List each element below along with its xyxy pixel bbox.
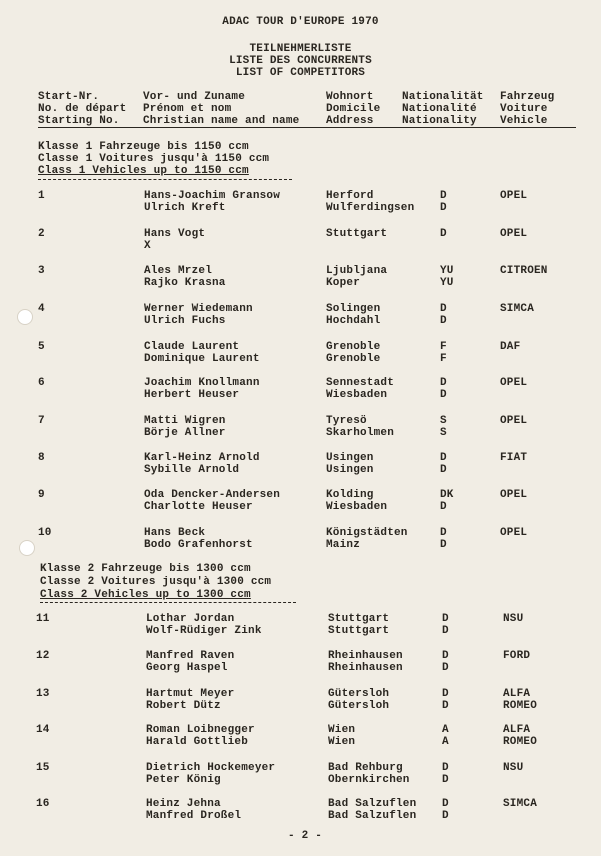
competitor-address: Wien [328, 736, 356, 748]
competitor-name: Robert Dütz [146, 700, 221, 712]
competitor-name: Manfred Droßel [146, 810, 242, 822]
competitor-name: Werner Wiedemann [144, 303, 253, 315]
vehicle-make: OPEL [500, 489, 528, 501]
col-header-nationality-de: Nationalität [402, 91, 484, 103]
competitor-nationality: D [442, 700, 449, 712]
punch-hole-top [17, 309, 33, 325]
vehicle-make: ALFA [503, 688, 531, 700]
competitor-address: Ljubljana [326, 265, 388, 277]
competitor-address: Usingen [326, 452, 374, 464]
competitor-address: Herford [326, 190, 374, 202]
competitor-address: Mainz [326, 539, 361, 551]
competitor-nationality: D [442, 762, 449, 774]
competitor-nationality: D [440, 527, 447, 539]
competitor-nationality: DK [440, 489, 454, 501]
competitor-name: Oda Dencker-Andersen [144, 489, 281, 501]
class-2-heading-en: Class 2 Vehicles up to 1300 ccm [40, 589, 251, 601]
class-2-heading-de: Klasse 2 Fahrzeuge bis 1300 ccm [40, 563, 251, 575]
competitor-name: Dietrich Hockemeyer [146, 762, 276, 774]
competitor-name: Hans Beck [144, 527, 206, 539]
class-2-heading-fr: Classe 2 Voitures jusqu'à 1300 ccm [40, 576, 272, 588]
competitor-name: Claude Laurent [144, 341, 240, 353]
competitor-address: Kolding [326, 489, 374, 501]
vehicle-make: NSU [503, 613, 524, 625]
vehicle-make: ALFA [503, 724, 531, 736]
competitor-nationality: D [442, 650, 449, 662]
competitor-nationality: D [440, 190, 447, 202]
vehicle-make: DAF [500, 341, 521, 353]
start-number: 11 [36, 613, 50, 625]
start-number: 10 [38, 527, 52, 539]
competitor-address: Bad Salzuflen [328, 810, 417, 822]
col-header-start-no-fr: No. de départ [38, 103, 127, 115]
start-number: 16 [36, 798, 50, 810]
class-1-heading-fr: Classe 1 Voitures jusqu'à 1150 ccm [38, 153, 270, 165]
col-header-nationality-en: Nationality [402, 115, 477, 127]
competitor-name: Ales Mrzel [144, 265, 213, 277]
competitor-address: Wulferdingsen [326, 202, 415, 214]
competitor-name: Hans Vogt [144, 228, 206, 240]
competitor-nationality: YU [440, 265, 454, 277]
class-1-heading-rule [38, 179, 292, 180]
competitor-nationality: YU [440, 277, 454, 289]
competitor-nationality: D [440, 539, 447, 551]
page-number: - 2 - [288, 830, 323, 842]
title-german: TEILNEHMERLISTE [249, 43, 352, 55]
vehicle-make: ROMEO [503, 700, 538, 712]
class-2-heading-rule [40, 602, 296, 603]
col-header-address-en: Address [326, 115, 374, 127]
competitor-name: Georg Haspel [146, 662, 228, 674]
competitor-nationality: D [442, 613, 449, 625]
col-header-name-fr: Prénom et nom [143, 103, 232, 115]
start-number: 8 [38, 452, 45, 464]
competitor-nationality: A [442, 736, 449, 748]
start-number: 6 [38, 377, 45, 389]
competitor-nationality: D [440, 228, 447, 240]
col-header-address-fr: Domicile [326, 103, 381, 115]
competitor-name: Peter König [146, 774, 221, 786]
event-title: ADAC TOUR D'EUROPE 1970 [222, 16, 379, 28]
competitor-nationality: S [440, 415, 447, 427]
competitor-name: Hans-Joachim Gransow [144, 190, 281, 202]
header-underline [38, 127, 576, 128]
competitor-address: Koper [326, 277, 361, 289]
vehicle-make: FORD [503, 650, 531, 662]
start-number: 12 [36, 650, 50, 662]
vehicle-make: NSU [503, 762, 524, 774]
competitor-address: Stuttgart [326, 228, 388, 240]
vehicle-make: OPEL [500, 228, 528, 240]
competitor-address: Bad Rehburg [328, 762, 403, 774]
competitor-address: Königstädten [326, 527, 408, 539]
competitor-name: Hartmut Meyer [146, 688, 235, 700]
competitor-nationality: D [442, 798, 449, 810]
competitor-nationality: D [440, 377, 447, 389]
start-number: 15 [36, 762, 50, 774]
start-number: 13 [36, 688, 50, 700]
competitor-address: Sennestadt [326, 377, 395, 389]
col-header-nationality-fr: Nationalité [402, 103, 477, 115]
punch-hole-bottom [19, 540, 35, 556]
competitor-address: Bad Salzuflen [328, 798, 417, 810]
competitor-name: Roman Loibnegger [146, 724, 255, 736]
col-header-vehicle-de: Fahrzeug [500, 91, 555, 103]
competitor-nationality: D [440, 452, 447, 464]
col-header-address-de: Wohnort [326, 91, 374, 103]
competitor-nationality: D [440, 303, 447, 315]
start-number: 7 [38, 415, 45, 427]
start-number: 2 [38, 228, 45, 240]
competitor-nationality: F [440, 353, 447, 365]
competitor-address: Usingen [326, 464, 374, 476]
competitor-name: X [144, 240, 151, 252]
competitor-name: Ulrich Kreft [144, 202, 226, 214]
competitor-nationality: A [442, 724, 449, 736]
col-header-name-en: Christian name and name [143, 115, 300, 127]
competitor-nationality: S [440, 427, 447, 439]
competitor-address: Stuttgart [328, 613, 390, 625]
competitor-name: Bodo Grafenhorst [144, 539, 253, 551]
competitor-name: Börje Allner [144, 427, 226, 439]
competitor-address: Rheinhausen [328, 662, 403, 674]
vehicle-make: OPEL [500, 377, 528, 389]
start-number: 9 [38, 489, 45, 501]
competitor-name: Manfred Raven [146, 650, 235, 662]
competitor-address: Solingen [326, 303, 381, 315]
col-header-vehicle-fr: Voiture [500, 103, 548, 115]
competitor-name: Joachim Knollmann [144, 377, 260, 389]
col-header-start-no-en: Starting No. [38, 115, 120, 127]
start-number: 14 [36, 724, 50, 736]
competitor-address: Rheinhausen [328, 650, 403, 662]
competitor-name: Wolf-Rüdiger Zink [146, 625, 262, 637]
competitor-nationality: D [442, 688, 449, 700]
competitor-address: Tyresö [326, 415, 367, 427]
competitor-address: Hochdahl [326, 315, 381, 327]
competitor-name: Dominique Laurent [144, 353, 260, 365]
competitor-nationality: D [442, 625, 449, 637]
competitor-address: Skarholmen [326, 427, 395, 439]
competitor-address: Stuttgart [328, 625, 390, 637]
vehicle-make: SIMCA [500, 303, 535, 315]
competitor-nationality: D [440, 501, 447, 513]
competitor-name: Harald Gottlieb [146, 736, 249, 748]
competitor-name: Herbert Heuser [144, 389, 240, 401]
competitor-address: Wiesbaden [326, 389, 388, 401]
competitor-nationality: D [440, 202, 447, 214]
competitor-nationality: D [440, 464, 447, 476]
competitor-address: Gütersloh [328, 700, 390, 712]
col-header-name-de: Vor- und Zuname [143, 91, 246, 103]
competitor-name: Matti Wigren [144, 415, 226, 427]
vehicle-make: ROMEO [503, 736, 538, 748]
start-number: 1 [38, 190, 45, 202]
col-header-start-no-de: Start-Nr. [38, 91, 100, 103]
competitor-address: Grenoble [326, 353, 381, 365]
competitor-name: Karl-Heinz Arnold [144, 452, 260, 464]
vehicle-make: CITROEN [500, 265, 548, 277]
col-header-vehicle-en: Vehicle [500, 115, 548, 127]
competitor-address: Grenoble [326, 341, 381, 353]
vehicle-make: OPEL [500, 415, 528, 427]
vehicle-make: FIAT [500, 452, 528, 464]
vehicle-make: OPEL [500, 527, 528, 539]
class-1-heading-en: Class 1 Vehicles up to 1150 ccm [38, 165, 249, 177]
competitor-name: Rajko Krasna [144, 277, 226, 289]
competitor-nationality: F [440, 341, 447, 353]
competitor-nationality: D [442, 662, 449, 674]
competitor-nationality: D [440, 389, 447, 401]
start-number: 4 [38, 303, 45, 315]
competitor-nationality: D [442, 810, 449, 822]
competitor-address: Wien [328, 724, 356, 736]
competitor-name: Ulrich Fuchs [144, 315, 226, 327]
competitor-name: Charlotte Heuser [144, 501, 253, 513]
competitor-address: Wiesbaden [326, 501, 388, 513]
competitor-name: Heinz Jehna [146, 798, 221, 810]
title-english: LIST OF COMPETITORS [235, 67, 366, 79]
vehicle-make: SIMCA [503, 798, 538, 810]
competitor-nationality: D [440, 315, 447, 327]
title-french: LISTE DES CONCURRENTS [229, 55, 372, 67]
competitor-name: Sybille Arnold [144, 464, 240, 476]
class-1-heading-de: Klasse 1 Fahrzeuge bis 1150 ccm [38, 141, 249, 153]
competitor-nationality: D [442, 774, 449, 786]
start-number: 3 [38, 265, 45, 277]
competitor-address: Gütersloh [328, 688, 390, 700]
start-number: 5 [38, 341, 45, 353]
competitor-address: Obernkirchen [328, 774, 410, 786]
competitor-name: Lothar Jordan [146, 613, 235, 625]
vehicle-make: OPEL [500, 190, 528, 202]
